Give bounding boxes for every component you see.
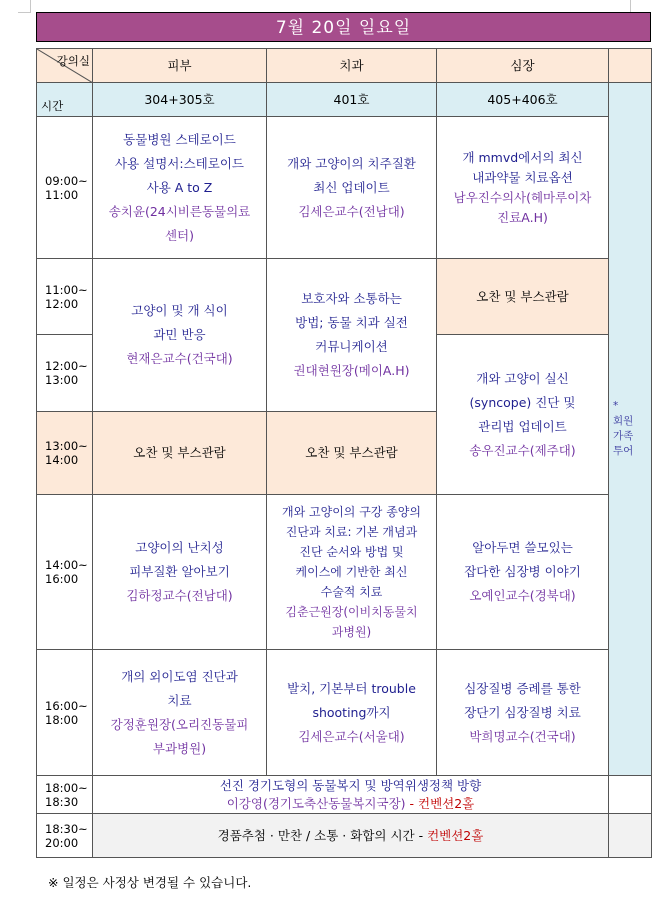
side-note	[609, 83, 652, 776]
time-cell: 11:00~ 12:00	[37, 259, 93, 335]
time-cell: 18:00~ 18:30	[37, 776, 93, 814]
slot-row	[37, 259, 652, 335]
room-label: 강의실	[56, 54, 90, 68]
schedule	[36, 12, 651, 858]
banquet-cell	[93, 814, 609, 858]
corner-cell	[37, 49, 93, 83]
header-row	[37, 49, 652, 83]
session-cell: 보호자와 소통하는 방법; 동물 치과 실전 커뮤니케이션 권대현원장(메이A.H)	[267, 259, 437, 412]
slot-row	[37, 776, 652, 814]
slot-row	[37, 650, 652, 776]
session-cell: 알아두면 쓸모있는 잡다한 심장병 이야기 오예인교수(경북대)	[437, 495, 609, 650]
schedule-table	[36, 48, 652, 858]
slot-row	[37, 814, 652, 858]
session-cell: 동물병원 스테로이드 사용 설명서:스테로이드 사용 A to Z 송치윤(24시비른동물의료 센터)	[93, 117, 267, 259]
side-note-line: 회원	[613, 415, 634, 427]
time-label-cell	[37, 83, 93, 117]
session-cell: 고양이 및 개 식이 과민 반응 현재은교수(건국대)	[93, 259, 267, 412]
time-cell: 12:00~ 13:00	[37, 335, 93, 412]
plenary-title: 선진 경기도형의 동물복지 및 방역위생정책 방향	[219, 777, 482, 793]
side-note-star: *	[613, 400, 619, 412]
col-skin: 피부	[93, 49, 267, 83]
room-dental: 401호	[267, 83, 437, 117]
lunch-cell: 오찬 및 부스관람	[437, 259, 609, 335]
venue: 컨벤션2홀	[418, 795, 475, 811]
side-note-line: 가족	[613, 430, 634, 442]
empty-cell	[609, 814, 652, 858]
session-cell: 개의 외이도염 진단과 치료 강정훈원장(오리진동물피 부과병원)	[93, 650, 267, 776]
time-cell: 18:30~ 20:00	[37, 814, 93, 858]
page-title: 7월 20일 일요일	[36, 12, 651, 42]
time-label: 시간	[41, 99, 64, 113]
footnote: ※ 일정은 사정상 변경될 수 있습니다.	[48, 875, 252, 890]
room-row	[37, 83, 652, 117]
time-cell: 16:00~ 18:00	[37, 650, 93, 776]
col-cardio: 심장	[437, 49, 609, 83]
session-cell: 심장질병 증례를 통한 장단기 심장질병 치료 박희명교수(건국대)	[437, 650, 609, 776]
time-cell: 14:00~ 16:00	[37, 495, 93, 650]
session-cell: 발치, 기본부터 trouble shooting까지 김세은교수(서울대)	[267, 650, 437, 776]
plenary-cell: 선진 경기도형의 동물복지 및 방역위생정책 방향 이강영(경기도축산동물복지국장) - 컨벤션2홀	[93, 776, 609, 814]
room-skin: 304+305호	[93, 83, 267, 117]
room-cardio: 405+406호	[437, 83, 609, 117]
session-cell: 개와 고양이의 구강 종양의 진단과 치료: 기본 개념과 진단 순서와 방법 및 케이스에 기반한 최신 수술적 치료 김춘근원장(이비치동물치 과병원)	[267, 495, 437, 650]
empty-cell	[609, 776, 652, 814]
col-extra	[609, 49, 652, 83]
lunch-cell: 오찬 및 부스관람	[267, 412, 437, 495]
session-cell: 개와 고양이의 치주질환 최신 업데이트 김세은교수(전남대)	[267, 117, 437, 259]
banquet-text: 경품추첨 · 만찬 / 소통 · 화합의 시간 -	[217, 827, 428, 843]
col-dental: 치과	[267, 49, 437, 83]
session-cell: 개 mmvd에서의 최신 내과약물 치료옵션 남우진수의사(헤마루이차 진료A.H)	[437, 117, 609, 259]
plenary-speaker: 이강영(경기도축산동물복지국장)	[226, 795, 406, 811]
corner-mark-tl	[18, 0, 31, 13]
time-cell: 13:00~ 14:00	[37, 412, 93, 495]
lunch-cell: 오찬 및 부스관람	[93, 412, 267, 495]
slot-row	[37, 117, 652, 259]
session-cell: 개와 고양이 실신 (syncope) 진단 및 관리법 업데이트 송우진교수(제주대)	[437, 335, 609, 495]
time-cell: 09:00~ 11:00	[37, 117, 93, 259]
session-cell: 고양이의 난치성 피부질환 알아보기 김하정교수(전남대)	[93, 495, 267, 650]
slot-row	[37, 495, 652, 650]
venue: 컨벤션2홀	[427, 827, 484, 843]
side-note-line: 투어	[613, 445, 634, 457]
